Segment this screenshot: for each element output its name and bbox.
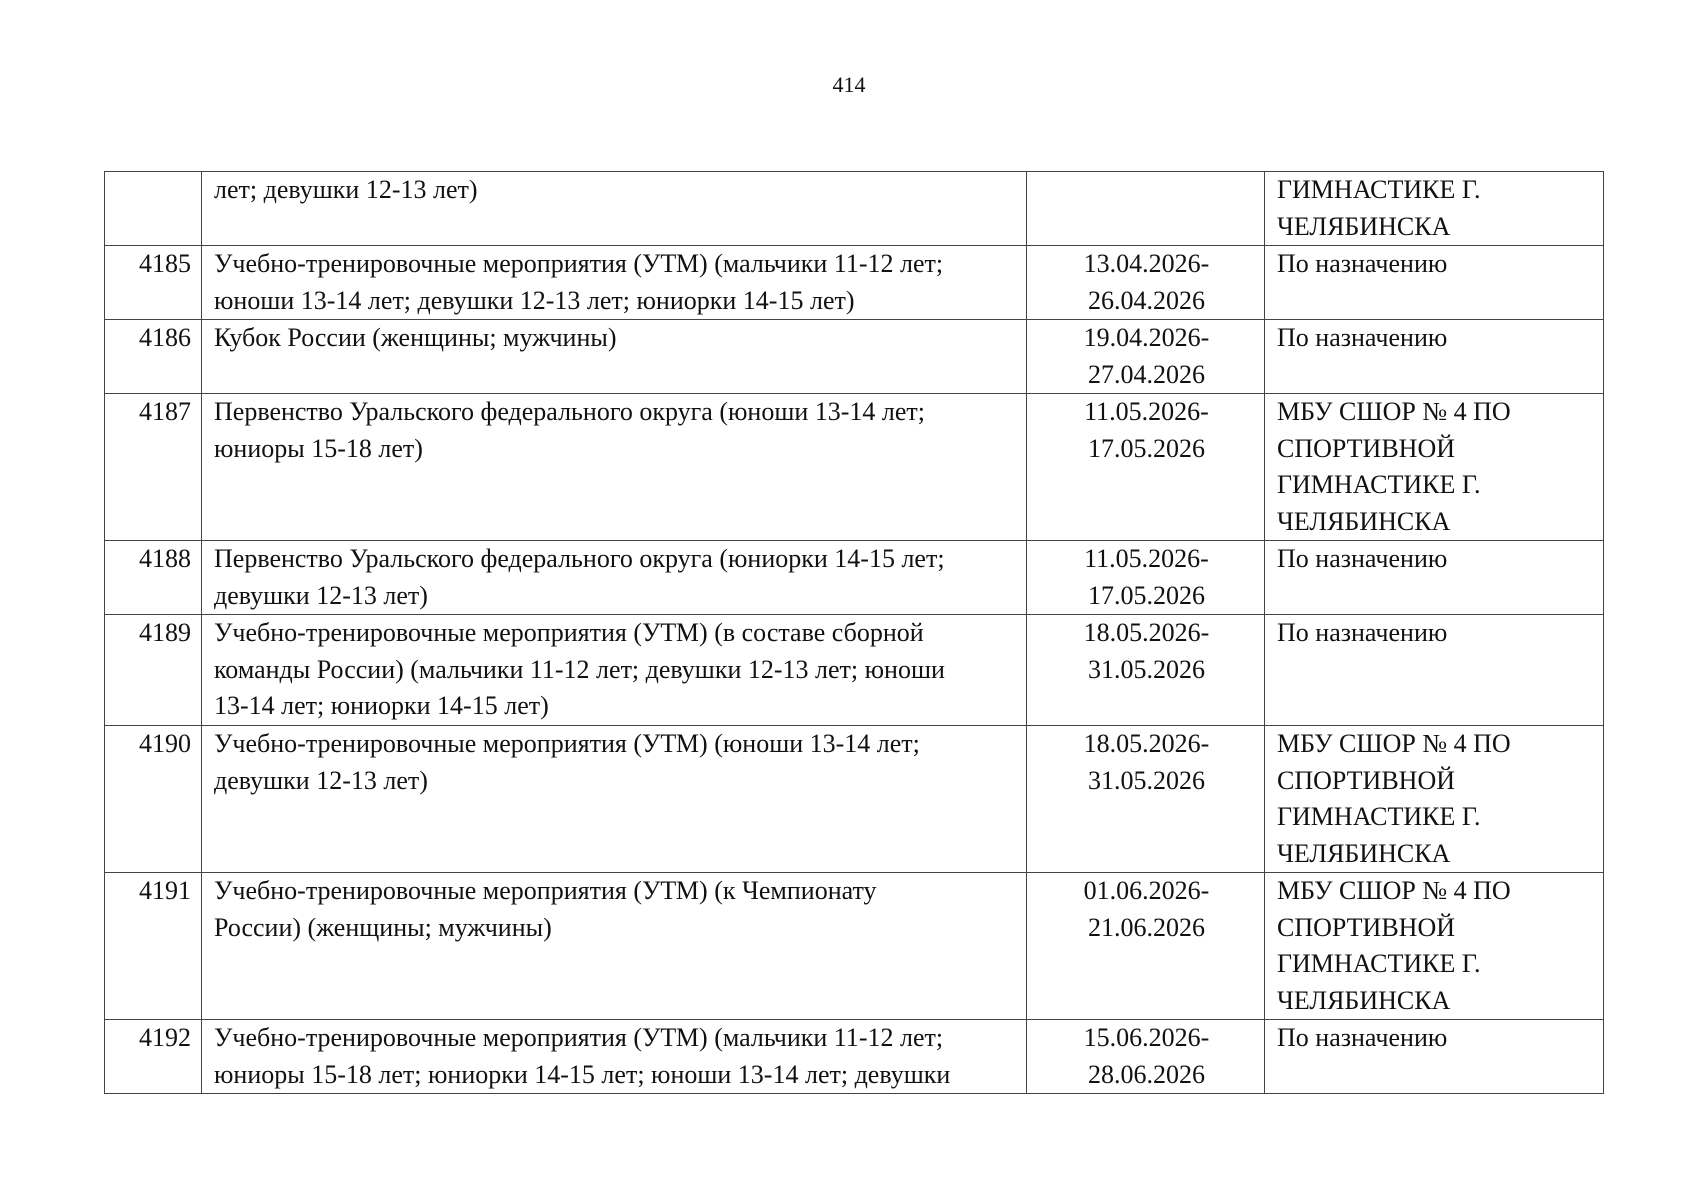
table-row [105,246,1604,320]
event-dates-cell [1027,394,1265,541]
organizer-line: ГИМНАСТИКЕ Г. [1277,470,1481,499]
event-name-line: команды России) (мальчики 11-12 лет; девушки 12-13 лет; юноши [214,654,945,684]
organizer-line: ГИМНАСТИКЕ Г. [1277,949,1481,978]
event-name-line: 13-14 лет; юниорки 14-15 лет) [214,691,549,720]
event-organizer-cell [1265,1020,1604,1094]
event-dates-cell [1027,246,1265,320]
table-row [105,615,1604,726]
event-dates-cell [1027,615,1265,726]
event-name-line: России) (женщины; мужчины) [214,912,552,942]
date-start: 18.05.2026- [1083,618,1210,647]
date-end: 28.06.2026 [1088,1059,1205,1089]
event-name-cell [202,615,1027,726]
organizer-line: По назначению [1277,618,1448,647]
event-number-cell: 4186 [105,320,202,394]
event-name-line: юниоры 15-18 лет; юниорки 14-15 лет; юноши 13-14 лет; девушки [214,1059,951,1089]
organizer-line: ЧЕЛЯБИНСКА [1277,838,1451,868]
event-name-line: юниоры 15-18 лет) [214,433,423,463]
organizer-line: По назначению [1277,323,1448,352]
event-name-line: Первенство Уральского федерального округа (юниорки 14-15 лет; [214,544,945,573]
organizer-line: По назначению [1277,249,1448,278]
date-start: 13.04.2026- [1083,249,1210,278]
event-name-cell [202,726,1027,873]
table-row [105,172,1604,246]
date-start: 18.05.2026- [1083,729,1210,758]
event-name-line: лет; девушки 12-13 лет) [214,175,478,204]
event-name-line: Учебно-тренировочные мероприятия (УТМ) (юноши 13-14 лет; [214,729,920,758]
organizer-line: ГИМНАСТИКЕ Г. [1277,802,1481,831]
event-name-line: Учебно-тренировочные мероприятия (УТМ) (в составе сборной [214,618,924,647]
date-start: 11.05.2026- [1084,397,1209,426]
event-number-cell: 4189 [105,615,202,726]
event-organizer-cell [1265,726,1604,873]
date-end: 27.04.2026 [1088,359,1205,389]
event-name-cell [202,541,1027,615]
event-name-line: девушки 12-13 лет) [214,765,428,795]
event-dates-cell [1027,541,1265,615]
date-end: 31.05.2026 [1088,654,1205,684]
date-end: 26.04.2026 [1088,285,1205,315]
organizer-line: ЧЕЛЯБИНСКА [1277,985,1451,1015]
event-number-cell: 4192 [105,1020,202,1094]
organizer-line: МБУ СШОР № 4 ПО [1277,729,1511,758]
event-organizer-cell [1265,541,1604,615]
table-row [105,541,1604,615]
table-row [105,320,1604,394]
event-name-line: юноши 13-14 лет; девушки 12-13 лет; юниорки 14-15 лет) [214,285,855,315]
event-name-line: девушки 12-13 лет) [214,580,428,610]
event-name-cell [202,873,1027,1020]
event-name-line: Первенство Уральского федерального округа (юноши 13-14 лет; [214,397,926,426]
event-organizer-cell [1265,873,1604,1020]
date-end: 17.05.2026 [1088,580,1205,610]
date-start: 11.05.2026- [1084,544,1209,573]
event-name-line: Учебно-тренировочные мероприятия (УТМ) (к Чемпионату [214,876,877,905]
table-row [105,394,1604,541]
event-name-line: Кубок России (женщины; мужчины) [214,323,617,352]
event-number-cell: 4185 [105,246,202,320]
table-row [105,726,1604,873]
organizer-line: По назначению [1277,544,1448,573]
organizer-line: ЧЕЛЯБИНСКА [1277,211,1451,241]
event-name-cell [202,320,1027,394]
table-row [105,1020,1604,1094]
organizer-line: СПОРТИВНОЙ [1277,765,1456,795]
date-end: 17.05.2026 [1088,433,1205,463]
organizer-line: МБУ СШОР № 4 ПО [1277,397,1511,426]
event-name-cell [202,172,1027,246]
event-name-cell [202,246,1027,320]
event-name-cell [202,1020,1027,1094]
events-table-body [105,172,1604,1094]
event-number-cell: 4190 [105,726,202,873]
event-dates-cell [1027,1020,1265,1094]
event-organizer-cell [1265,615,1604,726]
date-start: 19.04.2026- [1083,323,1210,352]
event-number-cell: 4191 [105,873,202,1020]
event-number-cell: 4188 [105,541,202,615]
event-dates-cell [1027,726,1265,873]
event-organizer-cell [1265,172,1604,246]
event-organizer-cell [1265,320,1604,394]
organizer-line: ГИМНАСТИКЕ Г. [1277,175,1481,204]
event-name-line: Учебно-тренировочные мероприятия (УТМ) (мальчики 11-12 лет; [214,249,944,278]
event-name-line: Учебно-тренировочные мероприятия (УТМ) (мальчики 11-12 лет; [214,1023,944,1052]
event-number-cell [105,172,202,246]
event-dates-cell [1027,873,1265,1020]
date-end: 21.06.2026 [1088,912,1205,942]
event-organizer-cell [1265,246,1604,320]
table-row [105,873,1604,1020]
date-start: 01.06.2026- [1083,876,1210,905]
organizer-line: По назначению [1277,1023,1448,1052]
event-dates-cell [1027,172,1265,246]
organizer-line: МБУ СШОР № 4 ПО [1277,876,1511,905]
event-dates-cell [1027,320,1265,394]
organizer-line: СПОРТИВНОЙ [1277,433,1456,463]
event-organizer-cell [1265,394,1604,541]
event-number-cell: 4187 [105,394,202,541]
events-table [104,171,1604,1094]
organizer-line: ЧЕЛЯБИНСКА [1277,506,1451,536]
organizer-line: СПОРТИВНОЙ [1277,912,1456,942]
date-end: 31.05.2026 [1088,765,1205,795]
date-start: 15.06.2026- [1083,1023,1210,1052]
page-number: 414 [832,72,866,97]
event-name-cell [202,394,1027,541]
